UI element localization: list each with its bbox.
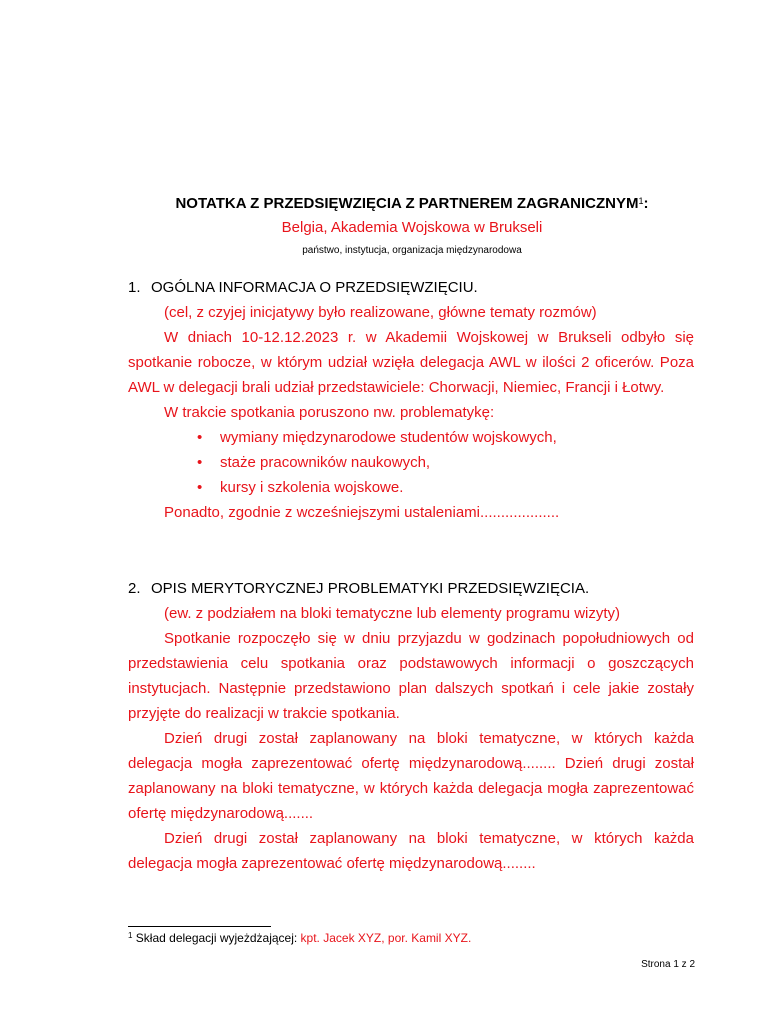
title-suffix: : xyxy=(643,195,649,212)
section-1 xyxy=(128,275,694,525)
document-title xyxy=(128,194,696,214)
section-2-hint: (ew. z podziałem na bloki tematyczne lub elementy programu wizyty) xyxy=(164,605,621,622)
section-2-number: 2. xyxy=(128,580,141,597)
section-2-paragraph-3: Dzień drugi został zaplanowany na bloki tematyczne, w których każda delegacja mogła zaprezentować ofertę międzynarodową........ xyxy=(128,830,694,872)
section-2-heading-text: OPIS MERYTORYCZNEJ PROBLEMATYKI PRZEDSIĘWZIĘCIA. xyxy=(151,580,590,597)
section-2 xyxy=(128,576,694,876)
section-2-paragraph-2: Dzień drugi został zaplanowany na bloki tematyczne, w których każda delegacja mogła zaprezentować ofertę międzynarodową........ Dzień drugi został zaplanowany na bloki tematyczne, w których każda delegacja mogła zaprezentować ofertę międzynarodową....... xyxy=(128,730,694,822)
list-item-text: kursy i szkolenia wojskowe. xyxy=(220,479,404,496)
document-subtitle: Belgia, Akademia Wojskowa w Brukseli xyxy=(281,219,543,236)
section-1-heading xyxy=(128,275,694,300)
section-2-paragraph-1: Spotkanie rozpoczęło się w dniu przyjazdu w godzinach popołudniowych od przedstawienia celu spotkania oraz podstawowych informacji o goszczących instytucjach. Następnie przedstawiono plan dalszych spotkań i cele jakie zostały przyjęte do realizacji w trakcie spotkania. xyxy=(128,630,694,722)
section-2-heading xyxy=(128,576,694,601)
footnote xyxy=(128,930,471,946)
section-1-number: 1. xyxy=(128,279,141,296)
list-item xyxy=(128,450,694,475)
section-1-paragraph-1: W dniach 10-12.12.2023 r. w Akademii Wojskowej w Brukseli odbyło się spotkanie robocze, w którym udział wzięła delegacja AWL w ilości 2 oficerów. Poza AWL w delegacji brali udział przedstawiciele: Chorwacji, Niemiec, Francji i Łotwy. xyxy=(128,329,694,396)
section-1-paragraph-3: Ponadto, zgodnie z wcześniejszymi ustaleniami................... xyxy=(164,504,560,521)
title-footnote-ref: 1 xyxy=(638,196,644,206)
footnote-value: kpt. Jacek XYZ, por. Kamil XYZ. xyxy=(300,931,472,945)
topics-list xyxy=(128,425,694,500)
footnote-ref: 1 xyxy=(128,931,133,940)
section-1-paragraph-2: W trakcie spotkania poruszono nw. problematykę: xyxy=(164,404,495,421)
bullet-icon: • xyxy=(197,429,203,446)
footnote-separator xyxy=(128,926,271,927)
subtitle-caption: państwo, instytucja, organizacja międzynarodowa xyxy=(302,245,522,256)
bullet-icon: • xyxy=(197,454,203,471)
list-item xyxy=(128,425,694,450)
title-text: NOTATKA Z PRZEDSIĘWZIĘCIA Z PARTNEREM ZAGRANICZNYM xyxy=(175,195,639,212)
list-item-text: wymiany międzynarodowe studentów wojskowych, xyxy=(220,429,557,446)
section-1-hint: (cel, z czyjej inicjatywy było realizowane, główne tematy rozmów) xyxy=(164,304,597,321)
page-number: Strona 1 z 2 xyxy=(641,959,695,970)
list-item-text: staże pracowników naukowych, xyxy=(220,454,431,471)
list-item xyxy=(128,475,694,500)
footnote-label: Skład delegacji wyjeżdżającej: xyxy=(132,931,301,945)
bullet-icon: • xyxy=(197,479,203,496)
section-1-heading-text: OGÓLNA INFORMACJA O PRZEDSIĘWZIĘCIU. xyxy=(151,279,478,296)
